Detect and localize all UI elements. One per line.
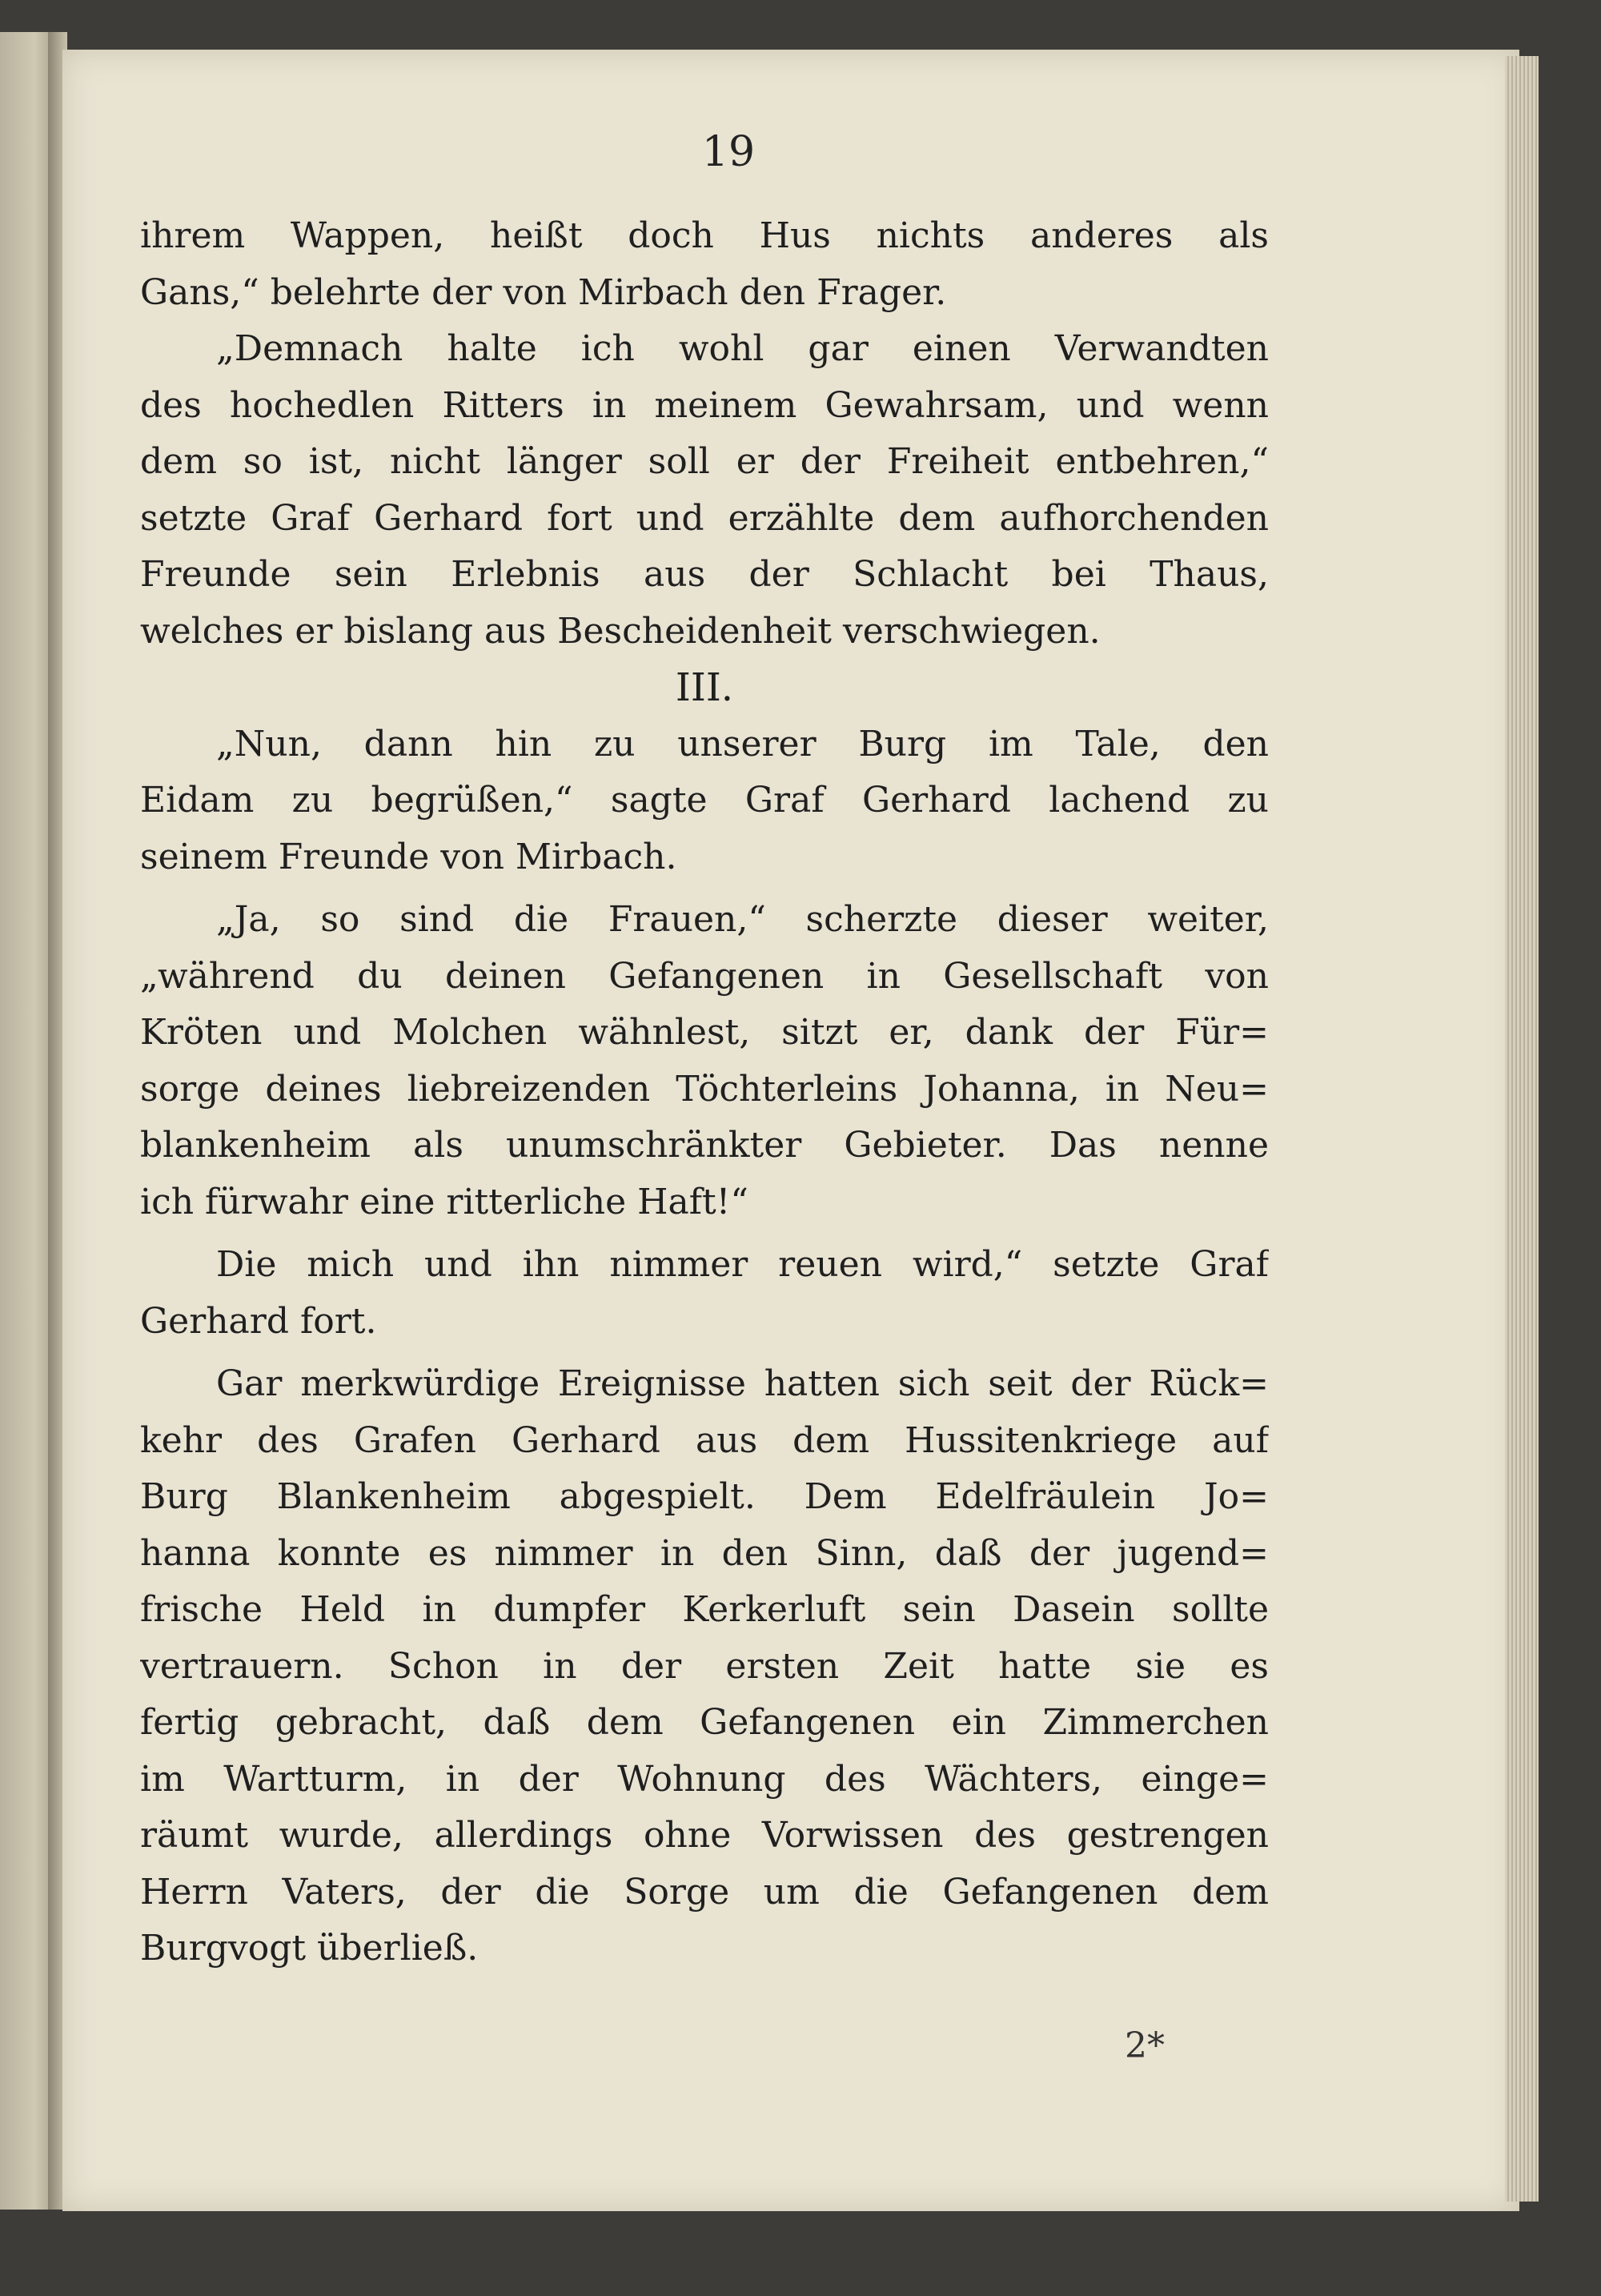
text-line: Eidam zu begrüßen,“ sagte Graf Gerhard lachend zu [140, 780, 1269, 821]
text-line: kehr des Grafen Gerhard aus dem Hussitenkriege auf [140, 1419, 1269, 1461]
text-line: vertrauern. Schon in der ersten Zeit hatte sie es [140, 1645, 1269, 1687]
text-line: Freunde sein Erlebnis aus der Schlacht bei Thaus, [140, 554, 1269, 595]
text-line: blankenheim als unumschränkter Gebieter. Das nenne [140, 1125, 1269, 1166]
page-text [140, 208, 1269, 1977]
text-line: im Wartturm, in der Wohnung des Wächters, einge= [140, 1758, 1269, 1800]
text-line: sorge deines liebreizenden Töchterleins Johanna, in Neu= [140, 1068, 1269, 1110]
text-line: Die mich und ihn nimmer reuen wird,“ setzte Graf [216, 1244, 1269, 1285]
text-line: ich fürwahr eine ritterliche Haft!“ [140, 1181, 748, 1222]
text-line: Kröten und Molchen wähnlest, sitzt er, dank der Für= [140, 1012, 1269, 1053]
page-stack-edge [1505, 56, 1539, 2202]
text-line: hanna konnte es nimmer in den Sinn, daß der jugend= [140, 1532, 1269, 1574]
text-line: ihrem Wappen, heißt doch Hus nichts anderes als [140, 215, 1269, 256]
text-line: räumt wurde, allerdings ohne Vorwissen des gestrengen [140, 1815, 1269, 1856]
text-line: welches er bislang aus Bescheidenheit verschwiegen. [140, 610, 1101, 652]
text-line: Gerhard fort. [140, 1300, 377, 1342]
text-line: Burgvogt überließ. [140, 1928, 479, 1969]
page-number: 19 [701, 128, 756, 176]
chapter-heading: III. [675, 665, 734, 710]
text-line: „Ja, so sind die Frauen,“ scherzte dieser weiter, [216, 899, 1269, 940]
text-line: „Nun, dann hin zu unserer Burg im Tale, den [216, 723, 1269, 765]
text-line: frische Held in dumpfer Kerkerluft sein Dasein sollte [140, 1589, 1269, 1630]
text-line: Herrn Vaters, der die Sorge um die Gefangenen dem [140, 1871, 1269, 1913]
text-line: Gar merkwürdige Ereignisse hatten sich seit der Rück= [216, 1363, 1269, 1404]
text-line: seinem Freunde von Mirbach. [140, 836, 677, 877]
text-line: „Demnach halte ich wohl gar einen Verwandten [216, 328, 1269, 369]
text-line: Burg Blankenheim abgespielt. Dem Edelfräulein Jo= [140, 1476, 1269, 1517]
text-line: fertig gebracht, daß dem Gefangenen ein Zimmerchen [140, 1702, 1269, 1743]
text-line: „während du deinen Gefangenen in Gesellschaft von [140, 955, 1269, 997]
text-line: dem so ist, nicht länger soll er der Freiheit entbehren,“ [140, 441, 1269, 482]
text-line: des hochedlen Ritters in meinem Gewahrsam, und wenn [140, 384, 1269, 426]
signature-mark: 2* [1125, 2025, 1165, 2066]
text-line: setzte Graf Gerhard fort und erzählte dem aufhorchenden [140, 497, 1269, 539]
text-line: Gans,“ belehrte der von Mirbach den Frager. [140, 271, 947, 313]
